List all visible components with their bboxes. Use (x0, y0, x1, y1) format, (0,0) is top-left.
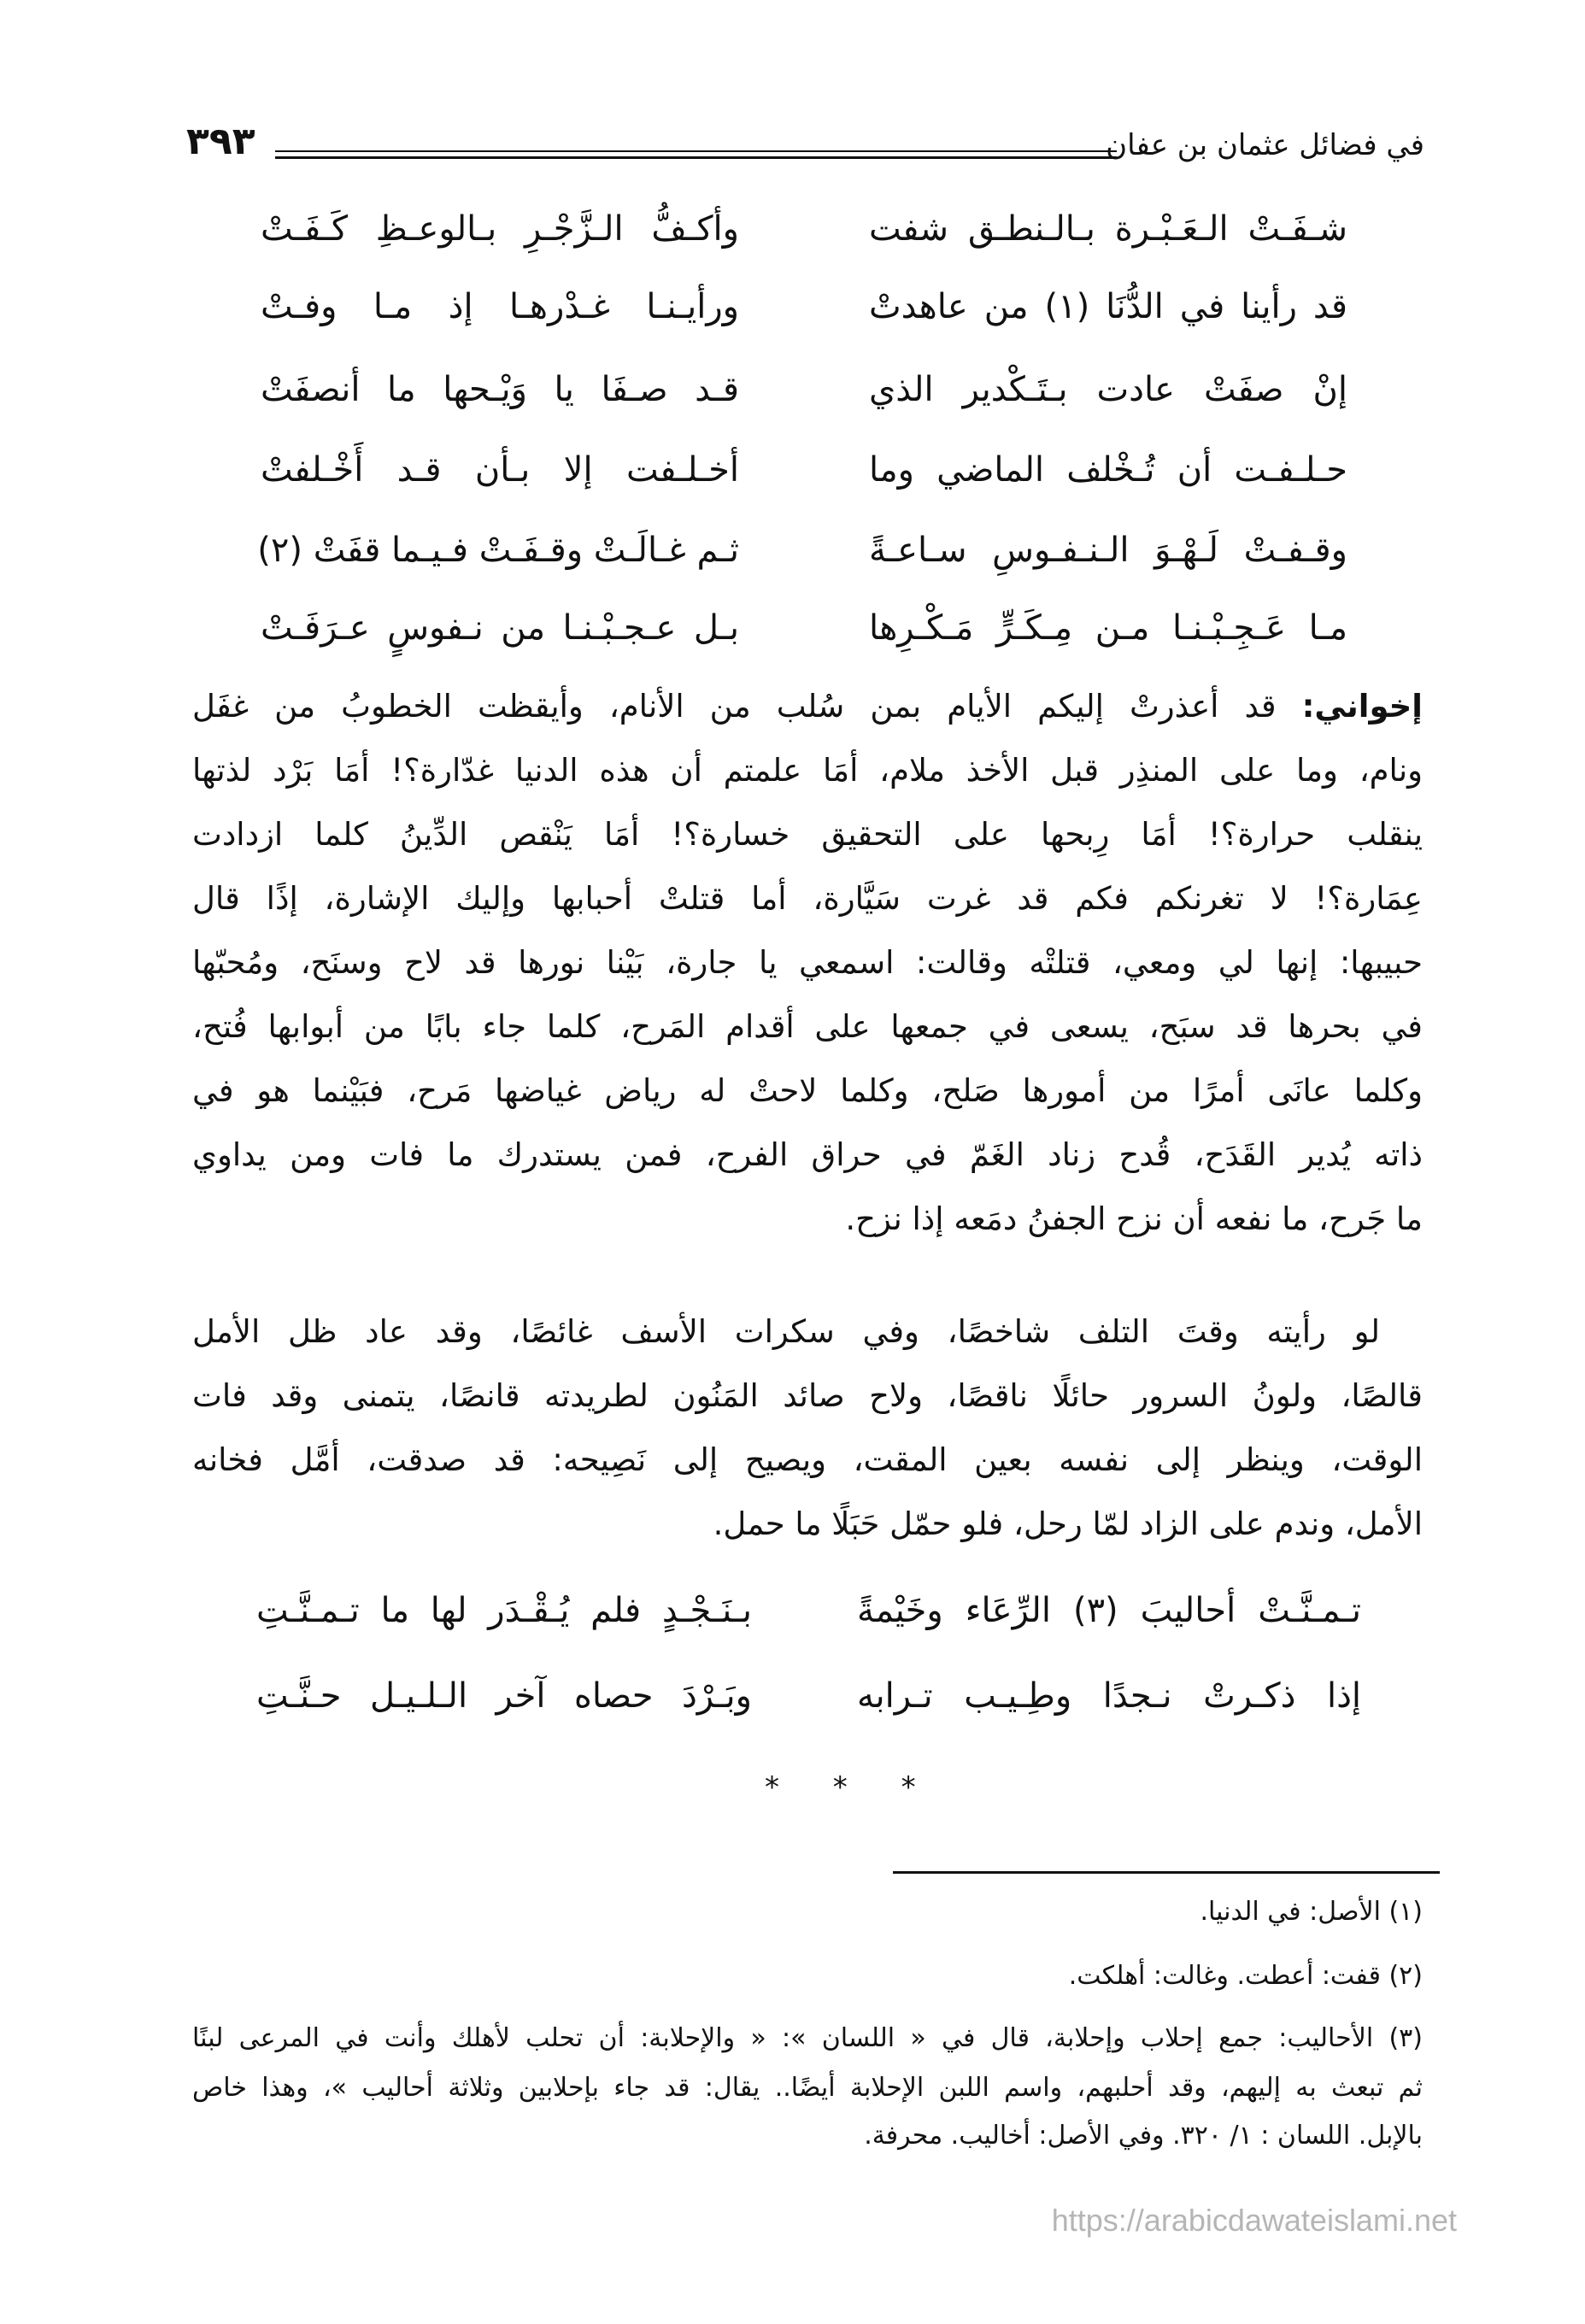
verse-left: وبَـرْدَ حصاه آخر الـلـيـل حـنَّـتِ (256, 1676, 752, 1716)
prose-line: الأمل، وندم على الزاد لمّا رحل، فلو حمّل حَبَلًا ما حمل. (713, 1505, 1423, 1542)
prose-line: عِمَارة؟! لا تغرنكم فكم قد غرت سَيَّارة، أما قتلتْ أحبابها وإليك الإشارة، إذًا قال (192, 880, 1423, 917)
verse-right: إذا ذكـرتْ نـجدًا وطِـيـب تـرابه (857, 1676, 1361, 1716)
verse-right: مـا عَـجِـبْـنـا مـن مِـكَـرٍّ مَـكْـرِها (869, 608, 1347, 648)
prose-line: وكلما عانَى أمرًا من أمورها صَلح، وكلما لاحتْ له رياض غياضها مَرح، فبَيْنما هو في (192, 1072, 1423, 1109)
verse-right: قد رأينا في الدُّنَا (١) من عاهدتْ (869, 287, 1347, 326)
footnote-continued: بالإبل. اللسان : ١/ ٣٢٠. وفي الأصل: أخاليب. محرفة. (864, 2121, 1423, 2151)
verse-right: إنْ صفَتْ عادت بـتَـكْدير الذي (869, 370, 1347, 409)
verse-right: تـمـنَّـتْ أحاليبَ (٣) الرِّعَاء وخَيْمةً (857, 1591, 1362, 1630)
verse-left: ورأيـنـا غـدْرهـا إذ مـا وفـتْ (261, 287, 739, 326)
prose-line: ما جَرح، ما نفعه أن نزح الجفنُ دمَعه إذا نزح. (845, 1200, 1423, 1237)
paragraph-lead: إخواني: (1301, 688, 1423, 725)
footnote: (٣) الأحاليب: جمع إحلاب وإحلابة، قال في « اللسان »: « والإحلابة: أن تحلب لأهلك وأنت في المرعى لبنًا (192, 2023, 1423, 2053)
verse-right: شـفَـتْ الـعَـبْـرة بـالـنطـق شفت (869, 209, 1347, 249)
footnote-continued: ثم تبعث به إليهم، وقد أحلبهم، واسم اللبن الإحلابة أيضًا.. يقال: قد جاء بإحلابين وثلاثة أحاليب »، وهذا خاص (192, 2073, 1423, 2103)
prose-line: لو رأيته وقتَ التلف شاخصًا، وفي سكرات الأسف غائصًا، وقد عاد ظل الأمل (192, 1313, 1380, 1350)
verse-right: حـلـفـت أن تُـخْلف الماضي وما (869, 450, 1347, 490)
prose-line: ونام، وما على المنذِر قبل الأخذ ملام، أمَا علمتم أن هذه الدنيا غدّارة؟! أمَا بَرْد لذتها (192, 752, 1423, 789)
prose-line: حبيبها: إنها لي ومعي، قتلتْه وقالت: اسمعي يا جارة، بَيْنا نورها قد لاح وسنَح، ومُحبّها (192, 944, 1423, 981)
prose-line: ذاته يُدير القَدَح، قُدح زناد الغَمّ في حراق الفرح، فمن يستدرك ما فات ومن يداوي (192, 1136, 1423, 1173)
footnote: (٢) قفت: أعطت. وغالت: أهلكت. (1068, 1961, 1423, 1991)
prose-line: في بحرها قد سبَح، يسعى في جمعها على أقدام المَرح، كلما جاء بابًا من أبوابها فُتح، (192, 1008, 1423, 1045)
verse-left: أخـلـفت إلا بـأن قـد أَخْـلفتْ (261, 450, 739, 490)
prose-text: قد أعذرتْ إليكم الأيام بمن سُلب من الأنام، وأيقظت الخطوبُ من غفَل (192, 688, 1277, 725)
prose-line (192, 688, 1423, 725)
verse-left: ثـم غـالَـتْ وقـفَـتْ فـيـما قفَتْ (٢) (257, 531, 739, 570)
footnote-rule (893, 1871, 1440, 1874)
running-title: في فضائل عثمان بن عفان (1106, 128, 1424, 162)
verse-left: قـد صـفَا يا وَيْـحها ما أنصفَتْ (261, 370, 739, 409)
verse-right: وقـفـتْ لَـهْـوَ الـنـفـوسِ سـاعـةً (869, 531, 1347, 570)
header-rule (275, 150, 1117, 159)
verse-left: بـل عـجـبْـنـا من نـفوسٍ عـرَفَـتْ (261, 608, 739, 648)
footnote: (١) الأصل: في الدنيا. (1200, 1897, 1423, 1927)
prose-line: قالصًا، ولونُ السرور حائلًا ناقصًا، ولاح صائد المَنُون لطريدته قانصًا، يتمنى وقد فات (192, 1377, 1423, 1414)
section-separator: * * * (765, 1770, 938, 1805)
page-number: ٣٩٣ (186, 120, 255, 163)
verse-left: بـنَـجْـدٍ فلم يُـقْـدَر لها ما تـمـنَّـتِ (256, 1591, 752, 1630)
watermark-url: https://arabicdawateislami.net (1051, 2203, 1457, 2238)
prose-line: ينقلب حرارة؟! أمَا رِبحها على التحقيق خسارة؟! أمَا يَنْقص الدِّينُ كلما ازدادت (192, 816, 1423, 853)
prose-line: الوقت، وينظر إلى نفسه بعين المقت، ويصيح إلى نَصِيحه: قد صدقت، أمَّل فخانه (192, 1441, 1423, 1478)
verse-left: وأكـفُّ الـزَّجْـرِ بـالوعـظِ كَـفَـتْ (261, 209, 739, 249)
